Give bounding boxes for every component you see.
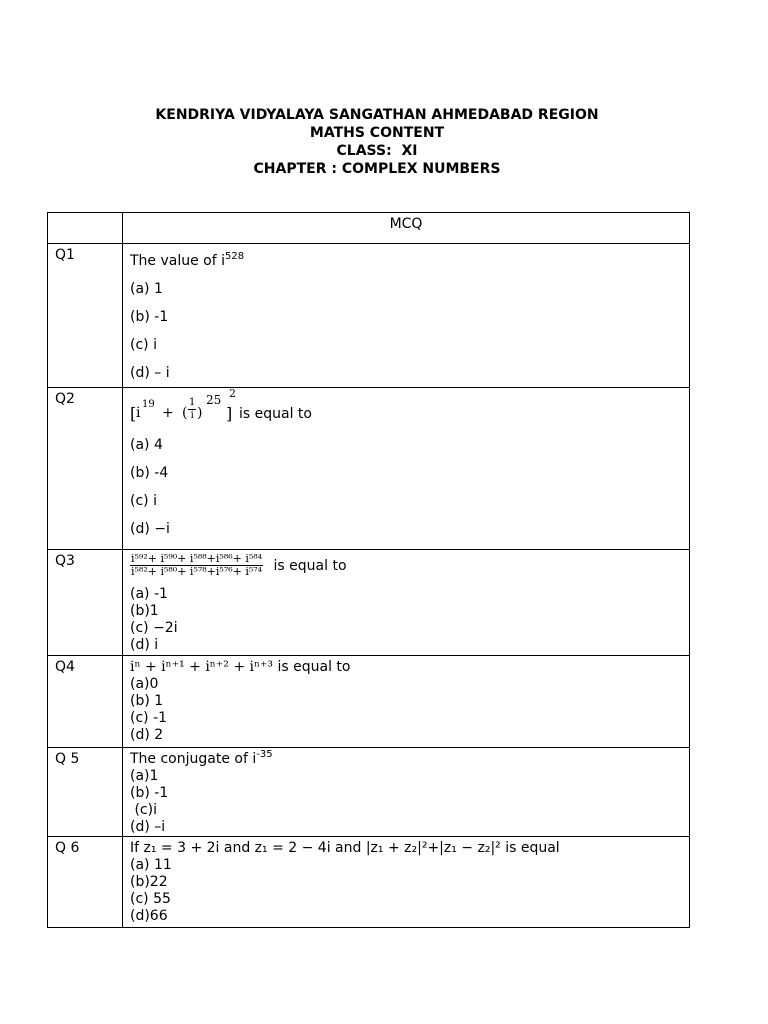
question-row-q5	[48, 748, 690, 837]
question-number: Q2	[48, 388, 123, 550]
question-body	[123, 550, 690, 656]
question-expression	[130, 553, 689, 586]
option-c: (c) i	[130, 337, 157, 353]
option-c: (c) -1	[130, 710, 168, 726]
question-expression	[130, 387, 689, 431]
option-a: (a)1	[130, 768, 159, 784]
question-body	[123, 388, 690, 550]
header-empty-cell	[48, 213, 123, 244]
question-number: Q 5	[48, 748, 123, 837]
option-d: (d) 2	[130, 727, 164, 743]
question-row-q2	[48, 388, 690, 550]
option-b: (b) 1	[130, 693, 164, 709]
mcq-table	[47, 212, 690, 928]
option-c: (c) −2i	[130, 620, 178, 636]
option-c: (c) i	[130, 493, 157, 509]
question-body	[123, 748, 690, 837]
table-heading: MCQ	[123, 213, 690, 244]
header-organization: KENDRIYA VIDYALAYA SANGATHAN AHMEDABAD REGION	[155, 107, 599, 123]
option-b: (b) -4	[130, 465, 169, 481]
fraction-numerator: i⁵⁹²+ i⁵⁹⁰+ i⁵⁸⁸+i⁵⁸⁶+ i⁵⁸⁴	[131, 552, 263, 565]
table-header-row	[48, 213, 690, 244]
question-tail: is equal to	[239, 406, 312, 422]
fraction-denominator: i⁵⁸²+ i⁵⁸⁰+ i⁵⁷⁸+i⁵⁷⁶+ i⁵⁷⁴	[131, 565, 263, 578]
plus-sign: +	[162, 405, 174, 421]
header-class: CLASS: XI	[336, 143, 418, 159]
option-a: (a) 1	[130, 281, 163, 297]
exponent: 528	[225, 251, 245, 262]
option-d: (d) −i	[130, 521, 170, 537]
option-b: (b)1	[130, 603, 159, 619]
fraction-numerator: 1	[189, 397, 196, 408]
document-header	[0, 106, 754, 178]
question-number: Q1	[48, 244, 123, 388]
question-number: Q4	[48, 656, 123, 748]
question-body	[123, 837, 690, 928]
power-fraction	[130, 553, 263, 578]
power-sum-expression: iⁿ + iⁿ⁺¹ + iⁿ⁺² + iⁿ⁺³	[130, 659, 274, 675]
option-d: (d) – i	[130, 365, 170, 381]
option-d: (d)66	[130, 908, 168, 924]
fraction-one-over-i	[188, 397, 196, 422]
question-text	[130, 659, 689, 676]
question-body	[123, 244, 690, 388]
paren-open: (	[182, 405, 188, 421]
option-a: (a) 11	[130, 857, 172, 873]
question-tail: is equal to	[277, 659, 351, 675]
exponent-19: 19	[142, 399, 155, 410]
option-c: (c)i	[130, 802, 157, 818]
question-body	[123, 656, 690, 748]
question-text: The value of $i^{528}$	[130, 251, 245, 269]
option-a: (a) 4	[130, 437, 163, 453]
option-b: (b) -1	[130, 309, 169, 325]
option-d: (d) i	[130, 637, 159, 653]
question-number: Q3	[48, 550, 123, 656]
fraction-denominator: i	[190, 410, 194, 421]
question-number: Q 6	[48, 837, 123, 928]
option-c: (c) 55	[130, 891, 171, 907]
bracket-open: [	[130, 404, 137, 423]
option-a: (a)0	[130, 676, 159, 692]
question-text: The conjugate of $i^{-35}$	[130, 749, 273, 767]
option-b: (b) -1	[130, 785, 169, 801]
question-text: If z₁ = 3 + 2i and z₁ = 2 − 4i and |z₁ + z₂|²+|z₁ − z₂|² is equal	[130, 840, 560, 856]
header-subject: MATHS CONTENT	[309, 125, 445, 141]
base-i: i	[136, 405, 141, 421]
option-a: (a) -1	[130, 586, 168, 602]
bracket-close: ]	[226, 404, 233, 423]
option-b: (b)22	[130, 874, 168, 890]
header-chapter: CHAPTER : COMPLEX NUMBERS	[253, 161, 501, 177]
exponent-2: 2	[229, 387, 236, 400]
exponent: -35	[256, 749, 273, 760]
exponent-25: 25	[206, 393, 222, 407]
option-d: (d) –i	[130, 819, 166, 835]
question-row-q6	[48, 837, 690, 928]
question-row-q3	[48, 550, 690, 656]
question-tail: is equal to	[273, 557, 347, 574]
question-row-q4	[48, 656, 690, 748]
question-row-q1	[48, 244, 690, 388]
paren-close: )	[197, 405, 203, 421]
